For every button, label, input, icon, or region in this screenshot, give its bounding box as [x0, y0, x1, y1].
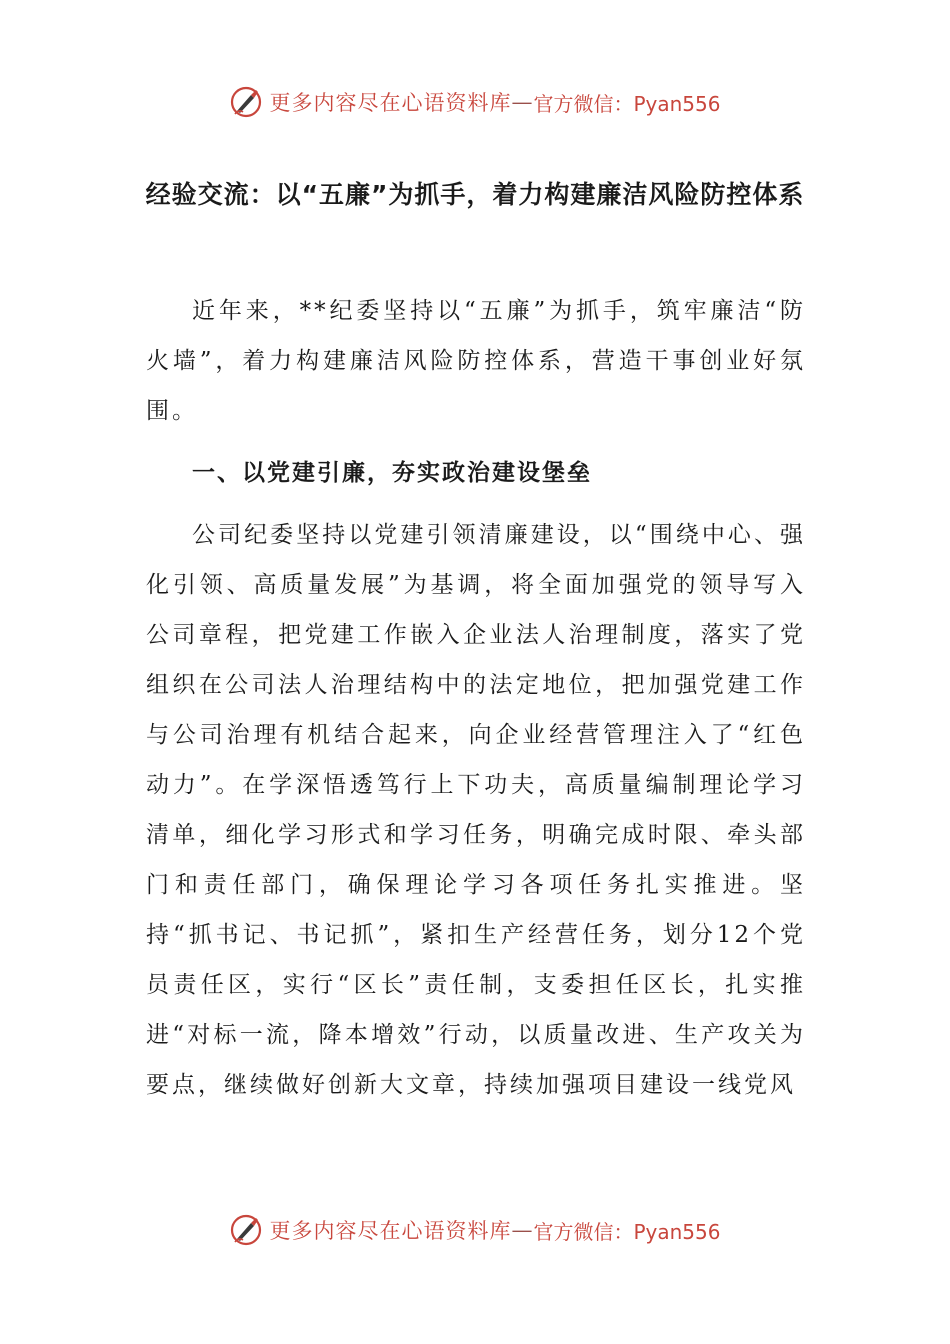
intro-paragraph: 近年来，**纪委坚持以“五廉”为抓手，筑牢廉洁“防火墙”，着力构建廉洁风险防控体系，营造干事创业好氛围。 — [146, 298, 806, 424]
banner-wechat: 官方微信：Pyan556 — [533, 91, 721, 116]
footer-banner — [0, 1208, 950, 1252]
banner-wechat: 官方微信：Pyan556 — [533, 1219, 721, 1244]
banner-separator: — — [511, 1218, 534, 1242]
document-body — [146, 286, 806, 1110]
banner-text: 更多内容尽在心语资料库 — [269, 91, 512, 115]
banner-text: 更多内容尽在心语资料库 — [269, 1219, 512, 1243]
section-heading: 一、以党建引廉，夯实政治建设堡垒 — [192, 460, 592, 486]
document-title: 经验交流：以“五廉”为抓手，着力构建廉洁风险防控体系 — [145, 180, 805, 209]
header-banner — [0, 80, 950, 124]
pen-nib-circle-icon — [229, 1213, 263, 1247]
section-paragraph: 公司纪委坚持以党建引领清廉建设，以“围绕中心、强化引领、高质量发展”为基调，将全面加强党的领导写入公司章程，把党建工作嵌入企业法人治理制度，落实了党组织在公司法人治理结构中的法定地位，把加强党建工作与公司治理有机结合起来，向企业经营管理注入了“红色动力”。在学深悟透笃行上下功夫，高质量编制理论学习清单，细化学习形式和学习任务，明确完成时限、牵头部门和责任部门，确保理论学习各项任务扎实推进。坚持“抓书记、书记抓”，紧扣生产经营任务，划分12个党员责任区，实行“区长”责任制，支委担任区长，扎实推进“对标一流，降本增效”行动，以质量改进、生产攻关为要点，继续做好创新大文章，持续加强项目建设一线党风 — [146, 522, 806, 1098]
pen-nib-circle-icon — [229, 85, 263, 119]
banner-separator: — — [511, 90, 534, 114]
